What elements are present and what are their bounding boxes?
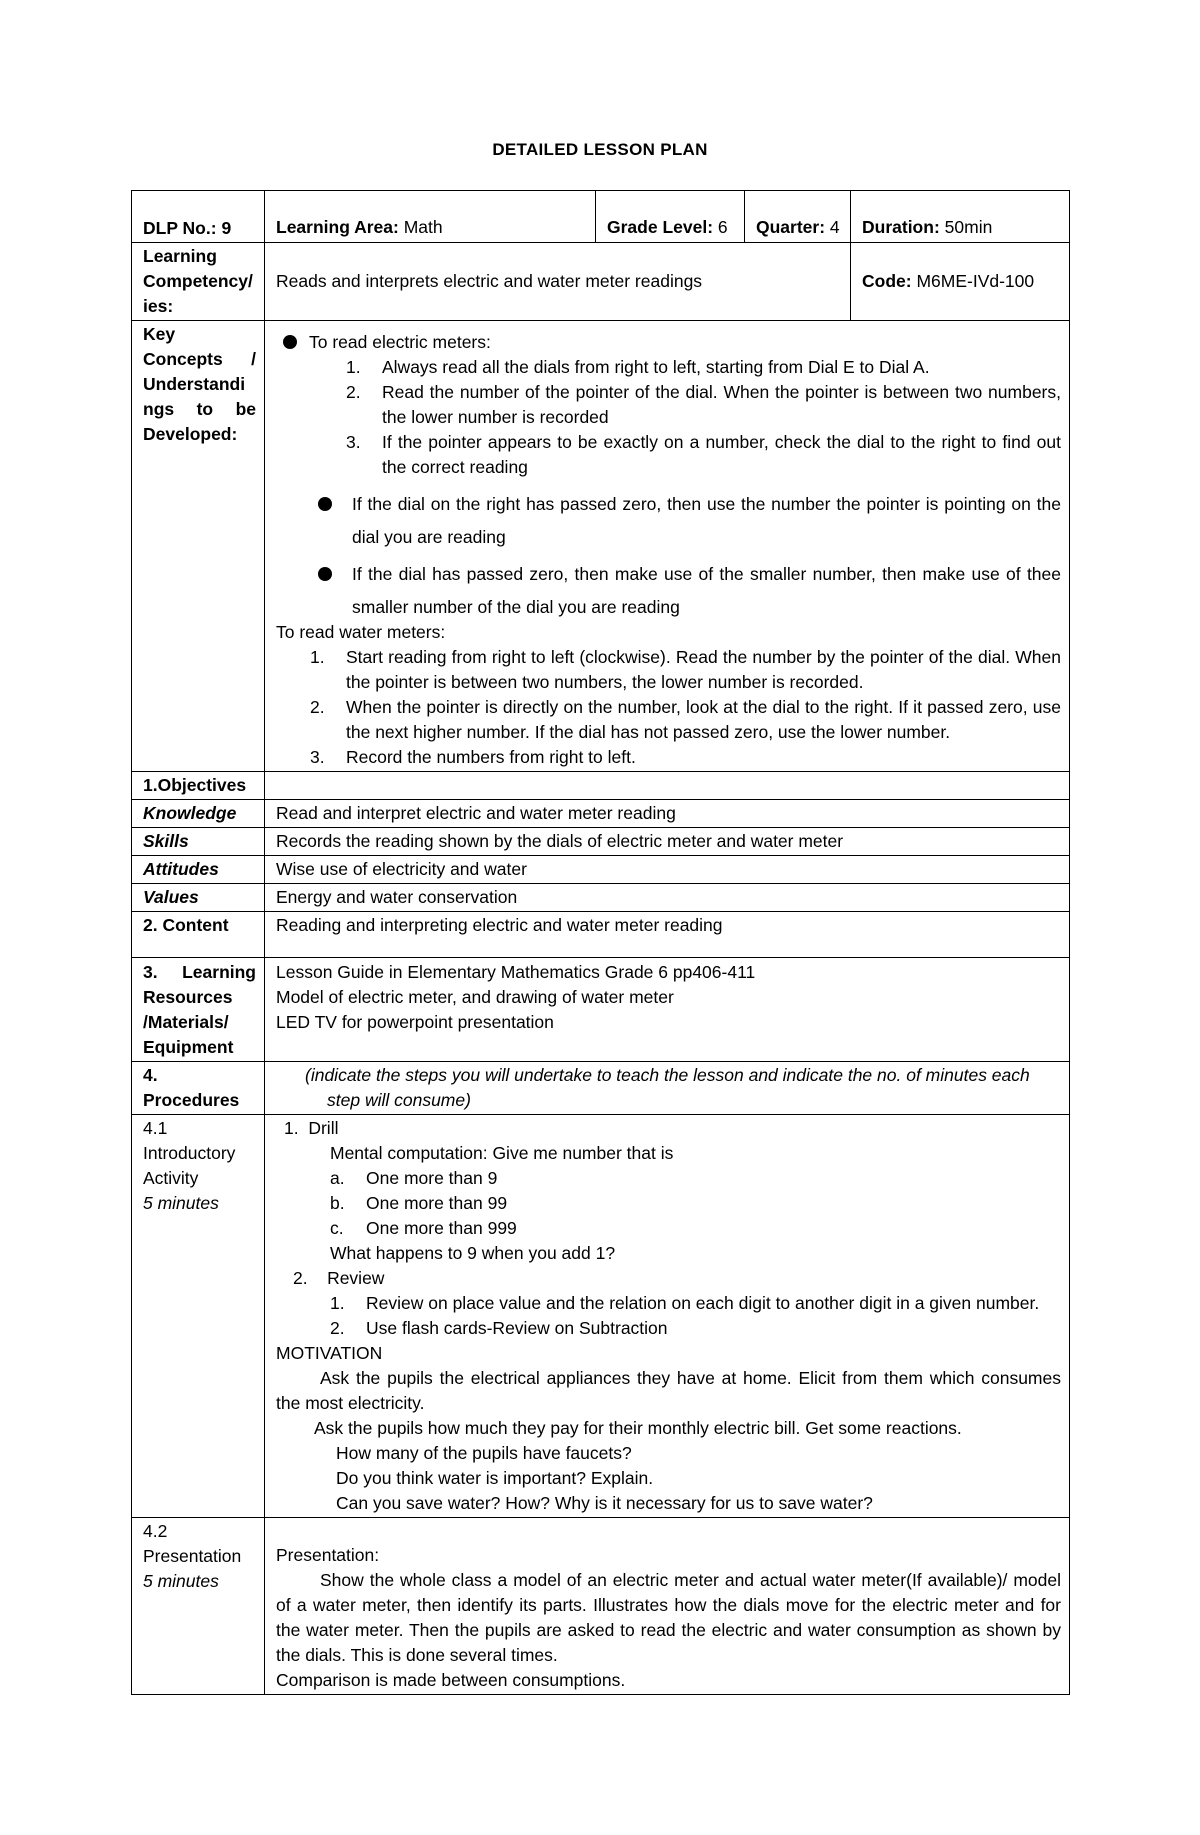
bullet-icon bbox=[283, 335, 297, 349]
motivation-paragraph: Ask the pupils how much they pay for their monthly electric bill. Get some reactions. bbox=[314, 1418, 962, 1438]
bullet-icon bbox=[318, 567, 332, 581]
resource-item: Model of electric meter, and drawing of water meter bbox=[276, 987, 674, 1007]
list-item: b. One more than 99 bbox=[330, 1193, 508, 1213]
key-concepts-row bbox=[132, 321, 1070, 772]
key-concepts-label: Key Concepts / Understandi ngs to be Developed: bbox=[132, 321, 265, 772]
list-item: c. One more than 999 bbox=[330, 1218, 517, 1238]
concept-bullet: If the dial on the right has passed zero, then use the number the pointer is pointing on the dial you are reading bbox=[276, 488, 1061, 554]
concept-bullet: If the dial has passed zero, then make use of the smaller number, then make use of thee smaller number of the dial you are reading bbox=[276, 558, 1061, 624]
procedures-note: (indicate the steps you will undertake to teach the lesson and indicate the no. of minutes each step will consume) bbox=[265, 1062, 1070, 1115]
resources-label: 3. Learning Resources /Materials/ Equipment bbox=[132, 958, 265, 1062]
motivation-questions bbox=[276, 1441, 1061, 1516]
water-steps-list bbox=[276, 645, 1061, 770]
water-step: 3. Record the numbers from right to left. bbox=[310, 747, 636, 767]
attitudes-text: Wise use of electricity and water bbox=[265, 856, 1070, 884]
drill-line: 1. Drill bbox=[284, 1118, 339, 1138]
resource-item: LED TV for powerpoint presentation bbox=[276, 1012, 554, 1032]
quarter-cell: Quarter: 4 bbox=[745, 191, 851, 243]
skills-text: Records the reading shown by the dials of electric meter and water meter bbox=[265, 828, 1070, 856]
intro-label-cell: 4.1 Introductory Activity 5 minutes bbox=[132, 1115, 265, 1518]
bullet-icon bbox=[318, 497, 332, 511]
learning-area-cell: Learning Area: Math bbox=[265, 191, 596, 243]
water-step: 2. When the pointer is directly on the number, look at the dial to the right. If it passed zero, use the next higher number. If the dial has not passed zero, use the lower number. bbox=[310, 697, 1061, 742]
mental-items bbox=[276, 1166, 1061, 1241]
water-step: 1. Start reading from right to left (clockwise). Read the number by the pointer of the dial. When the pointer is between two numbers, the lower number is recorded. bbox=[310, 647, 1061, 692]
list-item: 2. Use flash cards-Review on Subtraction bbox=[330, 1318, 668, 1338]
electric-step: 1. Always read all the dials from right to left, starting from Dial E to Dial A. bbox=[346, 357, 930, 377]
knowledge-label: Knowledge bbox=[132, 800, 265, 828]
list-item: 1. Review on place value and the relation on each digit to another digit in a given number. bbox=[330, 1293, 1040, 1313]
review-line: 2. Review bbox=[293, 1268, 385, 1288]
mental-computation: Mental computation: Give me number that is bbox=[330, 1143, 674, 1163]
resource-item: Lesson Guide in Elementary Mathematics Grade 6 pp406-411 bbox=[276, 962, 756, 982]
values-row bbox=[132, 884, 1070, 912]
motivation-heading: MOTIVATION bbox=[276, 1343, 383, 1363]
competency-text: Reads and interprets electric and water meter readings bbox=[265, 243, 851, 321]
knowledge-row bbox=[132, 800, 1070, 828]
attitudes-label: Attitudes bbox=[132, 856, 265, 884]
content-text: Reading and interpreting electric and water meter reading bbox=[265, 912, 1070, 958]
competency-label: Learning Competency/ ies: bbox=[132, 243, 265, 321]
presentation-row bbox=[132, 1518, 1070, 1695]
values-text: Energy and water conservation bbox=[265, 884, 1070, 912]
list-item: a. One more than 9 bbox=[330, 1168, 498, 1188]
resources-row bbox=[132, 958, 1070, 1062]
values-label: Values bbox=[132, 884, 265, 912]
review-items bbox=[276, 1291, 1061, 1341]
duration-cell: Duration: 50min bbox=[851, 191, 1070, 243]
intro-content bbox=[265, 1115, 1070, 1518]
page-title: DETAILED LESSON PLAN bbox=[492, 140, 708, 159]
presentation-paragraph: Show the whole class a model of an electric meter and actual water meter(If available)/ model of a water meter, then identify its parts. Illustrates how the dials move for the electric meter and for the water meter. Then the pupils are asked to read the electric and water consumption as shown by the dials. This is done several times. bbox=[276, 1570, 1061, 1665]
objectives-row bbox=[132, 772, 1070, 800]
motivation-paragraph: Ask the pupils the electrical appliances they have at home. Elicit from them which consumes the most electricity. bbox=[276, 1368, 1061, 1413]
presentation-content bbox=[265, 1518, 1070, 1695]
list-item: Can you save water? How? Why is it necessary for us to save water? bbox=[336, 1493, 873, 1513]
electric-step: 2. Read the number of the pointer of the dial. When the pointer is between two numbers, the lower number is recorded bbox=[346, 382, 1061, 427]
presentation-label-cell: 4.2 Presentation 5 minutes bbox=[132, 1518, 265, 1695]
attitudes-row bbox=[132, 856, 1070, 884]
code-cell: Code: M6ME-IVd-100 bbox=[851, 243, 1070, 321]
knowledge-text: Read and interpret electric and water meter reading bbox=[265, 800, 1070, 828]
dlp-number-cell: DLP No.: 9 bbox=[132, 191, 265, 243]
presentation-heading: Presentation: bbox=[276, 1545, 380, 1565]
key-concepts-content bbox=[265, 321, 1070, 772]
header-row bbox=[132, 191, 1070, 243]
water-heading: To read water meters: bbox=[276, 622, 446, 642]
grade-level-cell: Grade Level: 6 bbox=[596, 191, 745, 243]
drill-question: What happens to 9 when you add 1? bbox=[330, 1243, 616, 1263]
electric-heading-line: To read electric meters: bbox=[276, 330, 1061, 355]
skills-row bbox=[132, 828, 1070, 856]
resources-list bbox=[265, 958, 1070, 1062]
content-label: 2. Content bbox=[132, 912, 265, 958]
list-item: How many of the pupils have faucets? bbox=[336, 1443, 632, 1463]
skills-label: Skills bbox=[132, 828, 265, 856]
intro-activity-row bbox=[132, 1115, 1070, 1518]
procedures-row bbox=[132, 1062, 1070, 1115]
electric-step: 3. If the pointer appears to be exactly on a number, check the dial to the right to find out the correct reading bbox=[346, 432, 1061, 477]
lesson-plan-table bbox=[131, 190, 1070, 1695]
list-item: Do you think water is important? Explain. bbox=[336, 1468, 654, 1488]
procedures-label: 4. Procedures bbox=[132, 1062, 265, 1115]
content-row bbox=[132, 912, 1070, 958]
objectives-label: 1.Objectives bbox=[132, 772, 265, 800]
presentation-comparison: Comparison is made between consumptions. bbox=[276, 1670, 626, 1690]
electric-steps-list bbox=[276, 355, 1061, 480]
competency-row bbox=[132, 243, 1070, 321]
